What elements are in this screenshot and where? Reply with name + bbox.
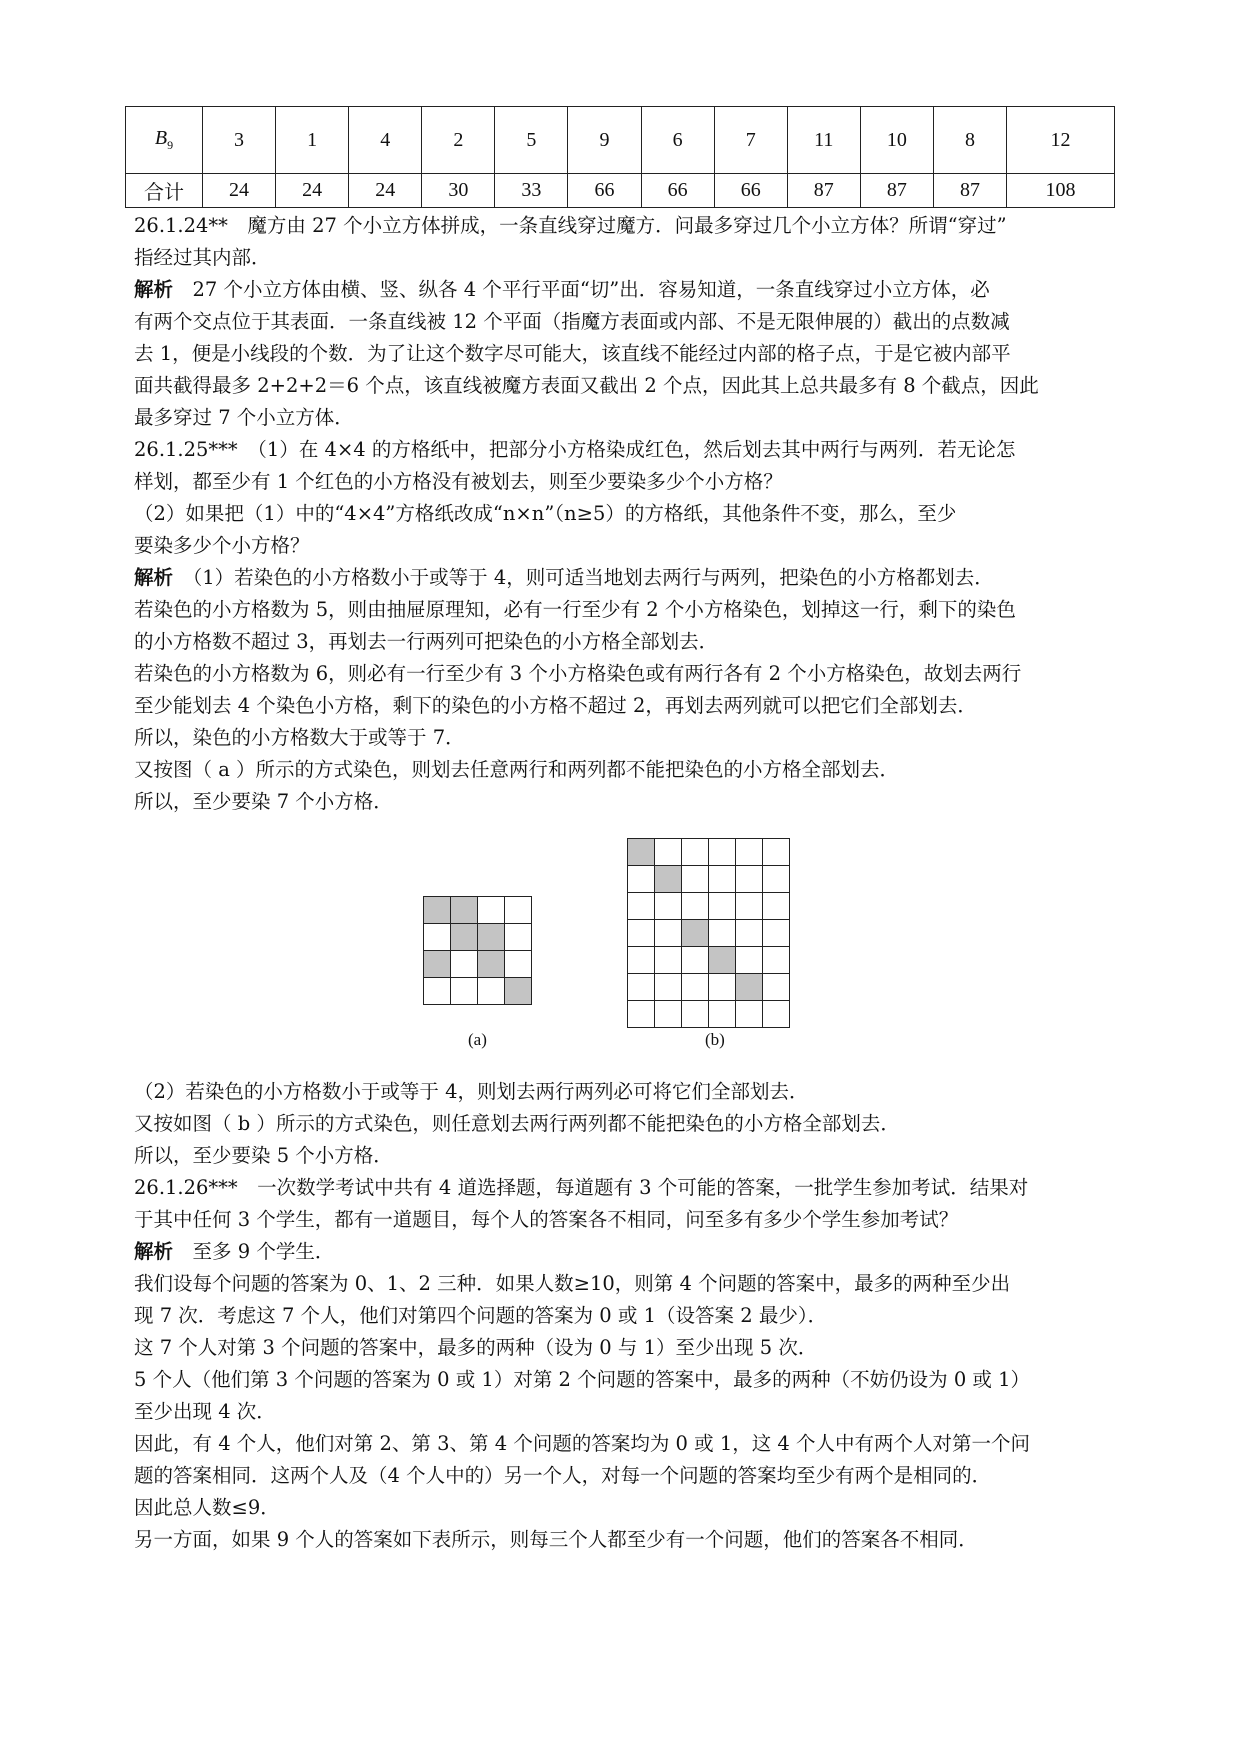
solution-25-line: 的小方格数不超过 3，再划去一行两列可把染色的小方格全部划去． xyxy=(134,630,719,653)
shaded-grid-cell xyxy=(478,924,505,951)
table-cell: 87 xyxy=(860,174,933,208)
solution-25-line: 又按如图（ b ）所示的方式染色，则任意划去两行两列都不能把染色的小方格全部划去． xyxy=(134,1112,900,1135)
solution-25-line: 所以，染色的小方格数大于或等于 7． xyxy=(134,726,465,749)
grid-cell xyxy=(655,893,682,920)
solution-label: 解析 xyxy=(134,566,174,589)
solution-24-line: 解析 27 个小立方体由横、竖、纵各 4 个平行平面“切”出．容易知道，一条直线穿过小立方体，必 xyxy=(134,278,990,301)
figure-a-caption: (a) xyxy=(468,1030,487,1049)
grid-cell xyxy=(628,947,655,974)
table-cell: 6 xyxy=(641,107,714,174)
solution-25-line: （2）若染色的小方格数小于或等于 4，则划去两行两列必可将它们全部划去． xyxy=(134,1080,809,1103)
row-label-b9: $B_9$ xyxy=(126,107,203,174)
table-cell: 7 xyxy=(714,107,787,174)
table-row-b9 xyxy=(126,107,1115,174)
table-cell: 8 xyxy=(933,107,1006,174)
shaded-grid-cell xyxy=(424,951,451,978)
grid-row xyxy=(628,866,790,893)
problem-25-line: 26.1.25*** （1）在 4×4 的方格纸中，把部分小方格染成红色，然后划去其中两行与两列．若无论怎 xyxy=(134,438,1016,461)
problem-24-line: 26.1.24** 魔方由 27 个小立方体拼成，一条直线穿过魔方．问最多穿过几个小立方体？所谓“穿过” xyxy=(134,214,1007,237)
solution-26-line: 我们设每个问题的答案为 0、1、2 三种．如果人数≥10，则第 4 个问题的答案中，最多的两种至少出 xyxy=(134,1272,1011,1295)
grid-cell xyxy=(628,1001,655,1028)
grid-cell xyxy=(424,924,451,951)
grid-row xyxy=(628,839,790,866)
solution-26-line: 现 7 次．考虑这 7 个人，他们对第四个问题的答案为 0 或 1（设答案 2 最少）． xyxy=(134,1304,828,1327)
shaded-grid-cell xyxy=(682,920,709,947)
solution-25-line: 解析 （1）若染色的小方格数小于或等于 4，则可适当地划去两行与两列，把染色的小方格都划去． xyxy=(134,566,994,589)
grid-cell xyxy=(682,839,709,866)
solution-26-line: 另一方面，如果 9 个人的答案如下表所示，则每三个人都至少有一个问题，他们的答案各不相同． xyxy=(134,1528,978,1551)
problem-24-line: 指经过其内部． xyxy=(134,246,271,269)
solution-26-line: 5 个人（他们第 3 个问题的答案为 0 或 1）对第 2 个问题的答案中，最多的两种（不妨仍设为 0 或 1） xyxy=(134,1368,1031,1391)
problem-25-after-block xyxy=(134,1076,1114,1556)
grid-row xyxy=(424,897,532,924)
grid-cell xyxy=(655,920,682,947)
table-cell: 2 xyxy=(422,107,495,174)
grid-cell xyxy=(709,1001,736,1028)
grid-row xyxy=(628,974,790,1001)
solution-26-line: 题的答案相同．这两个人及（4 个人中的）另一个人，对每一个问题的答案均至少有两个是相同的． xyxy=(134,1464,992,1487)
grid-cell xyxy=(736,893,763,920)
solution-label: 解析 xyxy=(134,1240,174,1263)
data-table xyxy=(125,106,1115,208)
grid-cell xyxy=(655,1001,682,1028)
solution-25-line: 所以，至少要染 7 个小方格． xyxy=(134,790,393,813)
table-cell: 66 xyxy=(714,174,787,208)
grid-cell xyxy=(628,866,655,893)
grid-cell xyxy=(451,951,478,978)
table-cell: 11 xyxy=(787,107,860,174)
shaded-grid-cell xyxy=(709,947,736,974)
grid-cell xyxy=(451,978,478,1005)
table-cell: 1 xyxy=(276,107,349,174)
grid-cell xyxy=(655,947,682,974)
solution-25-line: 至少能划去 4 个染色小方格，剩下的染色的小方格不超过 2，再划去两列就可以把它们全部划去． xyxy=(134,694,977,717)
grid-row xyxy=(424,951,532,978)
grid-cell xyxy=(763,839,790,866)
solution-25-line: 又按图（ a ）所示的方式染色，则划去任意两行和两列都不能把染色的小方格全部划去． xyxy=(134,758,900,781)
figure-a-grid xyxy=(423,896,532,1005)
solution-24-line: 有两个交点位于其表面．一条直线被 12 个平面（指魔方表面或内部、不是无限伸展的）截出的点数减 xyxy=(134,310,1010,333)
grid-cell xyxy=(682,947,709,974)
grid-row xyxy=(628,1001,790,1028)
grid-cell xyxy=(628,893,655,920)
table-cell: 108 xyxy=(1007,174,1115,208)
table-cell: 24 xyxy=(349,174,422,208)
grid-cell xyxy=(478,978,505,1005)
solution-25-line: 若染色的小方格数为 5，则由抽屉原理知，必有一行至少有 2 个小方格染色，划掉这一行，剩下的染色 xyxy=(134,598,1016,621)
grid-cell xyxy=(709,920,736,947)
table-cell: 30 xyxy=(422,174,495,208)
grid-cell xyxy=(763,974,790,1001)
problem-26-line: 于其中任何 3 个学生，都有一道题目，每个人的答案各不相同，问至多有多少个学生参加考试？ xyxy=(134,1208,959,1231)
shaded-grid-cell xyxy=(655,866,682,893)
shaded-grid-cell xyxy=(736,974,763,1001)
table-cell: 87 xyxy=(787,174,860,208)
shaded-grid-cell xyxy=(451,897,478,924)
table-cell: 3 xyxy=(203,107,276,174)
grid-row xyxy=(424,978,532,1005)
shaded-grid-cell xyxy=(478,951,505,978)
grid-cell xyxy=(736,866,763,893)
table-cell: 33 xyxy=(495,174,568,208)
grid-cell xyxy=(763,866,790,893)
table-cell: 66 xyxy=(568,174,641,208)
grid-cell xyxy=(682,1001,709,1028)
grid-row xyxy=(628,893,790,920)
table-cell: 24 xyxy=(203,174,276,208)
solution-26-line: 至少出现 4 次． xyxy=(134,1400,276,1423)
table-row-total xyxy=(126,174,1115,208)
grid-cell xyxy=(505,951,532,978)
problem-25-line: （2）如果把（1）中的“4×4”方格纸改成“n×n”（n≥5）的方格纸，其他条件不变，那么，至少 xyxy=(134,502,957,525)
solution-26-line: 这 7 个人对第 3 个问题的答案中，最多的两种（设为 0 与 1）至少出现 5 次． xyxy=(134,1336,818,1359)
solution-26-line: 因此总人数≤9． xyxy=(134,1496,280,1519)
grid-cell xyxy=(709,866,736,893)
problem-24-block xyxy=(134,210,1114,818)
table-cell: 24 xyxy=(276,174,349,208)
table-cell: 10 xyxy=(860,107,933,174)
grid-cell xyxy=(709,974,736,1001)
grid-cell xyxy=(478,897,505,924)
table-cell: 9 xyxy=(568,107,641,174)
shaded-grid-cell xyxy=(628,839,655,866)
grid-cell xyxy=(628,920,655,947)
grid-cell xyxy=(505,897,532,924)
grid-row xyxy=(628,947,790,974)
table-cell: 87 xyxy=(933,174,1006,208)
grid-cell xyxy=(655,839,682,866)
shaded-grid-cell xyxy=(424,897,451,924)
grid-cell xyxy=(736,920,763,947)
shaded-grid-cell xyxy=(505,978,532,1005)
solution-26-line: 因此，有 4 个人，他们对第 2、第 3、第 4 个问题的答案均为 0 或 1，这 4 个人中有两个人对第一个问 xyxy=(134,1432,1031,1455)
grid-cell xyxy=(628,974,655,1001)
grid-cell xyxy=(682,893,709,920)
grid-cell xyxy=(736,947,763,974)
grid-cell xyxy=(655,974,682,1001)
table-cell: 12 xyxy=(1007,107,1115,174)
table-cell: 66 xyxy=(641,174,714,208)
grid-cell xyxy=(424,978,451,1005)
problem-26-line: 26.1.26*** 一次数学考试中共有 4 道选择题，每道题有 3 个可能的答案，一批学生参加考试．结果对 xyxy=(134,1176,1029,1199)
solution-26-line: 解析 至多 9 个学生． xyxy=(134,1240,335,1263)
grid-cell xyxy=(682,974,709,1001)
grid-cell xyxy=(709,893,736,920)
shaded-grid-cell xyxy=(451,924,478,951)
grid-cell xyxy=(682,866,709,893)
problem-25-line: 样划，都至少有 1 个红色的小方格没有被划去，则至少要染多少个小方格？ xyxy=(134,470,783,493)
solution-25-line: 若染色的小方格数为 6，则必有一行至少有 3 个小方格染色或有两行各有 2 个小方格染色，故划去两行 xyxy=(134,662,1022,685)
grid-cell xyxy=(763,893,790,920)
table-cell: 5 xyxy=(495,107,568,174)
row-label-total: 合计 xyxy=(126,174,203,208)
grid-cell xyxy=(736,839,763,866)
grid-cell xyxy=(763,947,790,974)
solution-label: 解析 xyxy=(134,278,174,301)
figure-b-grid xyxy=(627,838,790,1028)
grid-cell xyxy=(709,839,736,866)
grid-row xyxy=(424,924,532,951)
solution-24-line: 最多穿过 7 个小立方体． xyxy=(134,406,354,429)
grid-cell xyxy=(763,1001,790,1028)
table-cell: 4 xyxy=(349,107,422,174)
solution-24-line: 面共截得最多 2+2+2＝6 个点，该直线被魔方表面又截出 2 个点，因此其上总共最多有 8 个截点，因此 xyxy=(134,374,1039,397)
grid-cell xyxy=(505,924,532,951)
figure-b-caption: (b) xyxy=(705,1030,725,1049)
grid-cell xyxy=(763,920,790,947)
solution-25-line: 所以，至少要染 5 个小方格． xyxy=(134,1144,393,1167)
grid-row xyxy=(628,920,790,947)
solution-24-line: 去 1，便是小线段的个数．为了让这个数字尽可能大，该直线不能经过内部的格子点，于是它被内部平 xyxy=(134,342,1011,365)
problem-25-line: 要染多少个小方格？ xyxy=(134,534,310,557)
grid-cell xyxy=(736,1001,763,1028)
